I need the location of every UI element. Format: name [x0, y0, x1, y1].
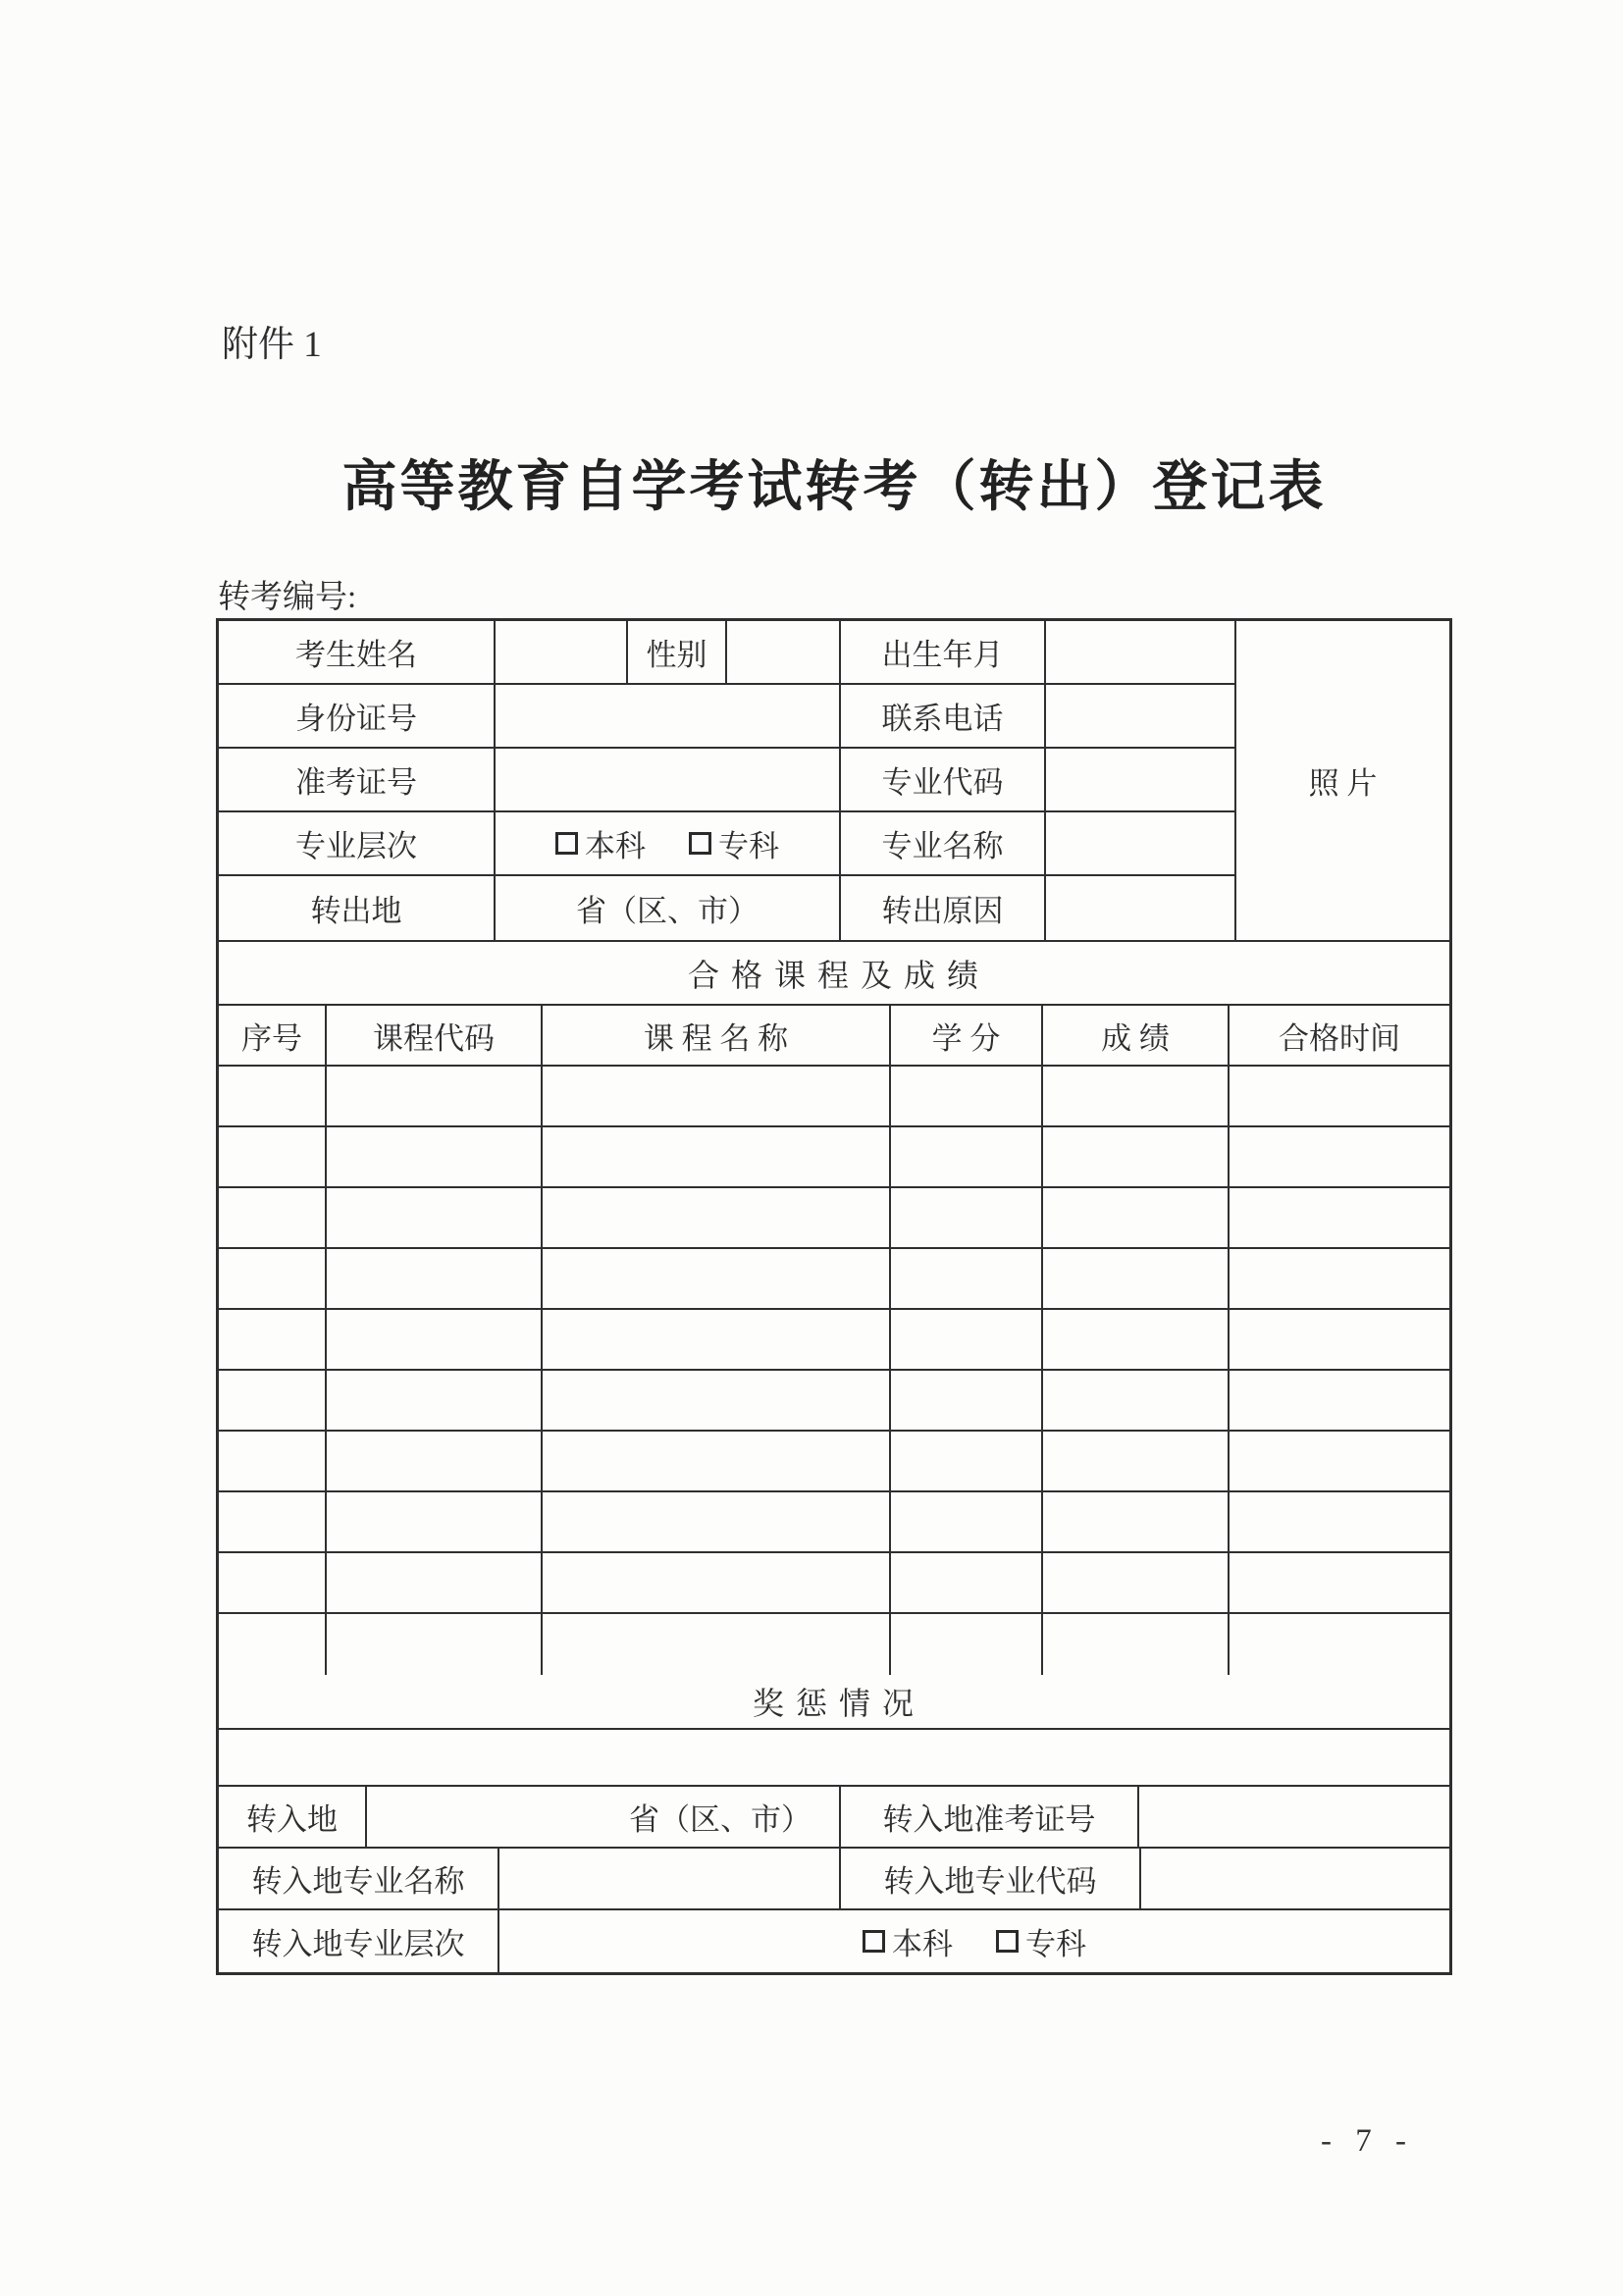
transfer-in-ticket-label: 转入地准考证号 [841, 1787, 1139, 1847]
course-cell-course-code[interactable] [327, 1127, 543, 1186]
candidate-info-section [219, 621, 1449, 942]
admission-ticket-label: 准考证号 [219, 749, 496, 810]
course-cell-credits[interactable] [891, 1067, 1043, 1125]
course-cell-score[interactable] [1043, 1249, 1230, 1308]
phone-label: 联系电话 [841, 685, 1046, 747]
course-cell-course-code[interactable] [327, 1553, 543, 1612]
course-cell-score[interactable] [1043, 1614, 1230, 1675]
course-cell-course-name[interactable] [543, 1432, 891, 1490]
course-table-row [219, 1067, 1449, 1127]
course-table-row [219, 1492, 1449, 1553]
course-table-row [219, 1310, 1449, 1371]
transfer-in-major-code-field[interactable] [1141, 1849, 1449, 1908]
course-cell-pass-time[interactable] [1230, 1310, 1449, 1369]
bachelor-checkbox[interactable] [555, 821, 646, 865]
course-cell-score[interactable] [1043, 1310, 1230, 1369]
course-cell-course-name[interactable] [543, 1067, 891, 1125]
transfer-in-major-name-field[interactable] [499, 1849, 841, 1908]
course-cell-course-code[interactable] [327, 1067, 543, 1125]
course-cell-pass-time[interactable] [1230, 1067, 1449, 1125]
course-cell-serial[interactable] [219, 1371, 327, 1430]
transfer-in-major-name-label: 转入地专业名称 [219, 1849, 499, 1908]
course-cell-course-code[interactable] [327, 1371, 543, 1430]
course-cell-pass-time[interactable] [1230, 1371, 1449, 1430]
transfer-in-section [219, 1787, 1449, 1972]
course-cell-credits[interactable] [891, 1127, 1043, 1186]
course-cell-course-name[interactable] [543, 1188, 891, 1247]
transfer-in-major-code-label: 转入地专业代码 [841, 1849, 1141, 1908]
course-cell-pass-time[interactable] [1230, 1492, 1449, 1551]
header-credits: 学 分 [891, 1006, 1043, 1065]
transfer-in-level-field [499, 1910, 1449, 1972]
course-cell-score[interactable] [1043, 1432, 1230, 1490]
photo-cell[interactable] [1236, 621, 1449, 940]
out-reason-label: 转出原因 [841, 876, 1046, 940]
course-cell-credits[interactable] [891, 1249, 1043, 1308]
transfer-in-ticket-field[interactable] [1139, 1787, 1449, 1847]
course-table-header [219, 1006, 1449, 1067]
rewards-section-title: 奖 惩 情 况 [219, 1675, 1449, 1730]
header-pass-time: 合格时间 [1279, 1020, 1400, 1056]
bachelor-checkbox-label: 本科 [585, 829, 646, 863]
course-cell-credits[interactable] [891, 1553, 1043, 1612]
courses-section-title: 合 格 课 程 及 成 绩 [219, 942, 1449, 1006]
transfer-in-place-label: 转入地 [219, 1787, 367, 1847]
course-cell-pass-time[interactable] [1230, 1127, 1449, 1186]
registration-form-table [216, 618, 1452, 1975]
attachment-label: 附件 1 [222, 325, 322, 365]
course-cell-serial[interactable] [219, 1614, 327, 1675]
page-number: - 7 - [1321, 2123, 1414, 2159]
checkbox-icon [555, 832, 578, 855]
course-table-row [219, 1614, 1449, 1675]
id-number-label: 身份证号 [219, 685, 496, 747]
major-code-field[interactable] [1046, 749, 1236, 810]
birth-date-label: 出生年月 [841, 621, 1046, 683]
transfer-in-level-label: 转入地专业层次 [219, 1910, 499, 1972]
course-cell-score[interactable] [1043, 1553, 1230, 1612]
transfer-in-row-level [219, 1910, 1449, 1972]
course-cell-serial[interactable] [219, 1249, 327, 1308]
course-cell-credits[interactable] [891, 1432, 1043, 1490]
course-cell-credits[interactable] [891, 1188, 1043, 1247]
info-row-name [219, 621, 1236, 685]
gender-field[interactable] [727, 621, 841, 683]
transfer-in-bachelor-label: 本科 [892, 1927, 953, 1961]
course-cell-serial[interactable] [219, 1553, 327, 1612]
course-table-row [219, 1432, 1449, 1492]
admission-ticket-field[interactable] [496, 749, 841, 810]
transfer-number-label: 转考编号: [218, 580, 357, 615]
out-place-province-field[interactable]: 省（区、市） [496, 876, 841, 940]
page-title: 高等教育自学考试转考（转出）登记表 [341, 457, 1327, 518]
transfer-in-bachelor-checkbox[interactable] [863, 1919, 953, 1963]
info-row-out-place [219, 876, 1236, 940]
course-table-row [219, 1188, 1449, 1249]
name-field[interactable] [496, 621, 628, 683]
course-cell-credits[interactable] [891, 1310, 1043, 1369]
out-place-label: 转出地 [219, 876, 496, 940]
course-table-row [219, 1371, 1449, 1432]
course-cell-course-name[interactable] [543, 1614, 891, 1675]
course-cell-pass-time[interactable] [1230, 1614, 1449, 1675]
info-row-level [219, 812, 1236, 876]
course-cell-course-code[interactable] [327, 1249, 543, 1308]
info-row-ticket [219, 749, 1236, 812]
birth-date-field[interactable] [1046, 621, 1236, 683]
transfer-in-province-field[interactable]: 省（区、市） [367, 1787, 841, 1847]
course-cell-serial[interactable] [219, 1188, 327, 1247]
course-cell-course-name[interactable] [543, 1310, 891, 1369]
candidate-info-grid [219, 621, 1236, 940]
course-cell-pass-time[interactable] [1230, 1432, 1449, 1490]
course-table-body [219, 1067, 1449, 1675]
major-code-label: 专业代码 [841, 749, 1046, 810]
course-table-row [219, 1249, 1449, 1310]
course-table-row [219, 1553, 1449, 1614]
info-row-id [219, 685, 1236, 749]
course-cell-pass-time[interactable] [1230, 1553, 1449, 1612]
rewards-content-field[interactable] [219, 1730, 1449, 1787]
course-cell-pass-time[interactable] [1230, 1188, 1449, 1247]
course-cell-course-code[interactable] [327, 1432, 543, 1490]
course-cell-serial[interactable] [219, 1067, 327, 1125]
name-label: 考生姓名 [219, 621, 496, 683]
course-cell-course-name[interactable] [543, 1553, 891, 1612]
course-cell-course-code[interactable] [327, 1188, 543, 1247]
course-cell-serial[interactable] [219, 1127, 327, 1186]
major-level-label: 专业层次 [219, 812, 496, 874]
course-cell-score[interactable] [1043, 1371, 1230, 1430]
transfer-in-junior-college-label: 专科 [1025, 1927, 1086, 1961]
header-course-code: 课程代码 [327, 1006, 543, 1065]
checkbox-icon [996, 1930, 1019, 1953]
course-cell-pass-time[interactable] [1230, 1249, 1449, 1308]
course-cell-score[interactable] [1043, 1492, 1230, 1551]
course-cell-score[interactable] [1043, 1188, 1230, 1247]
course-cell-course-name[interactable] [543, 1492, 891, 1551]
transfer-in-row-major [219, 1849, 1449, 1910]
course-cell-course-code[interactable] [327, 1492, 543, 1551]
major-level-field [496, 812, 841, 874]
course-cell-score[interactable] [1043, 1067, 1230, 1125]
transfer-in-row-place [219, 1787, 1449, 1849]
course-cell-credits[interactable] [891, 1371, 1043, 1430]
photo-label: 照 片 [1308, 766, 1378, 801]
header-score: 成 绩 [1043, 1006, 1230, 1065]
major-name-field[interactable] [1046, 812, 1236, 874]
course-cell-course-name[interactable] [543, 1249, 891, 1308]
gender-label: 性别 [628, 621, 727, 683]
phone-field[interactable] [1046, 685, 1236, 747]
major-name-label: 专业名称 [841, 812, 1046, 874]
transfer-in-junior-college-checkbox[interactable] [996, 1919, 1086, 1963]
course-cell-course-name[interactable] [543, 1127, 891, 1186]
header-course-name: 课 程 名 称 [543, 1006, 891, 1065]
junior-college-checkbox-label: 专科 [718, 829, 779, 863]
course-cell-serial[interactable] [219, 1492, 327, 1551]
course-cell-course-name[interactable] [543, 1371, 891, 1430]
course-cell-serial[interactable] [219, 1310, 327, 1369]
course-cell-course-code[interactable] [327, 1614, 543, 1675]
checkbox-icon [863, 1930, 885, 1953]
course-table-row [219, 1127, 1449, 1188]
id-number-field[interactable] [496, 685, 841, 747]
junior-college-checkbox[interactable] [689, 821, 779, 865]
course-cell-credits[interactable] [891, 1492, 1043, 1551]
course-cell-serial[interactable] [219, 1432, 327, 1490]
out-reason-field[interactable] [1046, 876, 1236, 940]
course-cell-course-code[interactable] [327, 1310, 543, 1369]
course-cell-credits[interactable] [891, 1614, 1043, 1675]
header-serial: 序号 [219, 1006, 327, 1065]
course-cell-score[interactable] [1043, 1127, 1230, 1186]
checkbox-icon [689, 832, 711, 855]
